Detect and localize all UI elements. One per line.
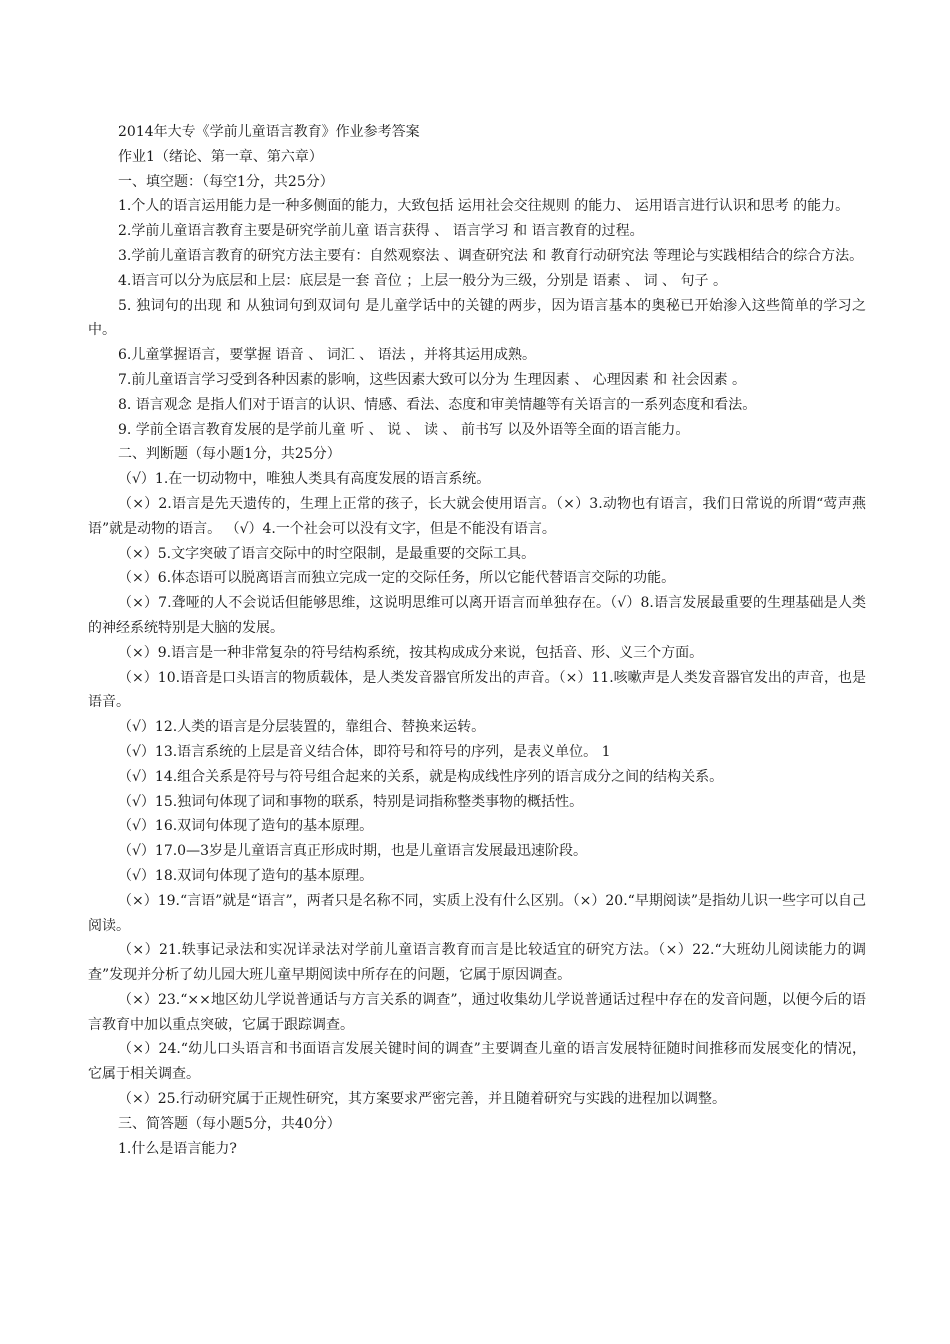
true-false-item: （×）23.“××地区幼儿学说普通话与方言关系的调查”，通过收集幼儿学说普通话过程中存在的发音问题，以便今后的语言教育中加以重点突破，它属于跟踪调查。 bbox=[88, 991, 866, 1033]
true-false-item: （×）7.聋哑的人不会说话但能够思维，这说明思维可以离开语言而单独存在。（√）8.语言发展最重要的生理基础是人类的神经系统特别是大脑的发展。 bbox=[88, 595, 866, 636]
short-answer-item: 1.什么是语言能力? bbox=[118, 1140, 237, 1157]
true-false-item: （×）9.语言是一种非常复杂的符号结构系统，按其构成成分来说，包括音、形、义三个方面。 bbox=[118, 644, 704, 661]
true-false-item: （×）2.语言是先天遗传的，生理上正常的孩子，长大就会使用语言。（×）3.动物也有语言，我们日常说的所谓“莺声燕语”就是动物的语言。 （√）4.一个社会可以没有文字，但是不能没有语言。 bbox=[88, 495, 866, 537]
true-false-item: （√）15.独词句体现了词和事物的联系，特别是词指称整类事物的概括性。 bbox=[118, 793, 584, 810]
section-heading-short-answer: 三、简答题（每小题5分，共40分） bbox=[118, 1115, 341, 1132]
fill-in-item: 7.前儿童语言学习受到各种因素的影响，这些因素大致可以分为 生理因素 、 心理因素 和 社会因素 。 bbox=[118, 371, 747, 388]
true-false-item: （×）5.文字突破了语言交际中的时空限制，是最重要的交际工具。 bbox=[118, 545, 536, 562]
true-false-item: （√）16.双词句体现了造句的基本原理。 bbox=[118, 818, 374, 835]
fill-in-item: 3.学前儿童语言教育的研究方法主要有：自然观察法 、调查研究法 和 教育行动研究法 等理论与实践相结合的综合方法。 bbox=[118, 247, 864, 264]
true-false-item: （√）12.人类的语言是分层装置的，靠组合、替换来运转。 bbox=[118, 719, 486, 736]
section-heading-fill-in: 一、填空题：（每空1分，共25分） bbox=[118, 173, 334, 190]
fill-in-item: 6.儿童掌握语言，要掌握 语音 、 词汇 、 语法 ，并将其运用成熟。 bbox=[118, 347, 537, 364]
assignment-subtitle: 作业1（绪论、第一章、第六章） bbox=[118, 148, 323, 165]
true-false-item: （√）14.组合关系是符号与符号组合起来的关系，就是构成线性序列的语言成分之间的结构关系。 bbox=[118, 768, 724, 785]
true-false-item: （×）19.“言语”就是“语言”，两者只是名称不同，实质上没有什么区别。（×）20.“早期阅读”是指幼儿识一些字可以自己阅读。 bbox=[88, 892, 866, 934]
document-title: 2014年大专《学前儿童语言教育》作业参考答案 bbox=[118, 124, 420, 140]
true-false-item: （×）10.语音是口头语言的物质载体，是人类发音器官所发出的声音。（×）11.咳嗽声是人类发音器官发出的声音，也是语音。 bbox=[88, 669, 866, 711]
fill-in-item: 8. 语言观念 是指人们对于语言的认识、情感、看法、态度和审美情趣等有关语言的一系列态度和看法。 bbox=[118, 396, 757, 413]
fill-in-item: 5. 独词句的出现 和 从独词句到双词句 是儿童学话中的关键的两步，因为语言基本的奥秘已开始渗入这些简单的学习之中。 bbox=[88, 297, 866, 339]
true-false-item: （×）21.轶事记录法和实况详录法对学前儿童语言教育而言是比较适宜的研究方法。（×）22.“大班幼儿阅读能力的调查”发现并分析了幼儿园大班儿童早期阅读中所存在的问题，它属于原因调查。 bbox=[88, 942, 866, 984]
true-false-item: （√）1.在一切动物中，唯独人类具有高度发展的语言系统。 bbox=[118, 471, 491, 488]
document-page bbox=[88, 120, 866, 1161]
true-false-item: （√）13.语言系统的上层是音义结合体，即符号和符号的序列，是表义单位。 1 bbox=[118, 743, 611, 760]
fill-in-item: 4.语言可以分为底层和上层：底层是一套 音位 ；上层一般分为三级，分别是 语素 、 词 、 句子 。 bbox=[118, 272, 727, 289]
true-false-item: （√）17.0—3岁是儿童语言真正形成时期，也是儿童语言发展最迅速阶段。 bbox=[118, 843, 587, 860]
true-false-item: （×）24.“幼儿口头语言和书面语言发展关键时间的调查”主要调查儿童的语言发展特征随时间推移而发展变化的情况，它属于相关调查。 bbox=[88, 1041, 866, 1083]
true-false-item: （×）25.行动研究属于正规性研究，其方案要求严密完善，并且随着研究与实践的进程加以调整。 bbox=[118, 1091, 726, 1108]
true-false-item: （×）6.体态语可以脱离语言而独立完成一定的交际任务，所以它能代替语言交际的功能。 bbox=[118, 570, 676, 587]
true-false-item: （√）18.双词句体现了造句的基本原理。 bbox=[118, 867, 374, 884]
fill-in-item: 1.个人的语言运用能力是一种多侧面的能力，大致包括 运用社会交往规则 的能力、 运用语言进行认识和思考 的能力。 bbox=[118, 198, 850, 215]
fill-in-item: 9. 学前全语言教育发展的是学前儿童 听 、 说 、 读 、 前书写 以及外语等全面的语言能力。 bbox=[118, 421, 690, 438]
fill-in-item: 2.学前儿童语言教育主要是研究学前儿童 语言获得 、 语言学习 和 语言教育的过程。 bbox=[118, 223, 644, 240]
section-heading-true-false: 二、判断题（每小题1分，共25分） bbox=[118, 446, 341, 463]
